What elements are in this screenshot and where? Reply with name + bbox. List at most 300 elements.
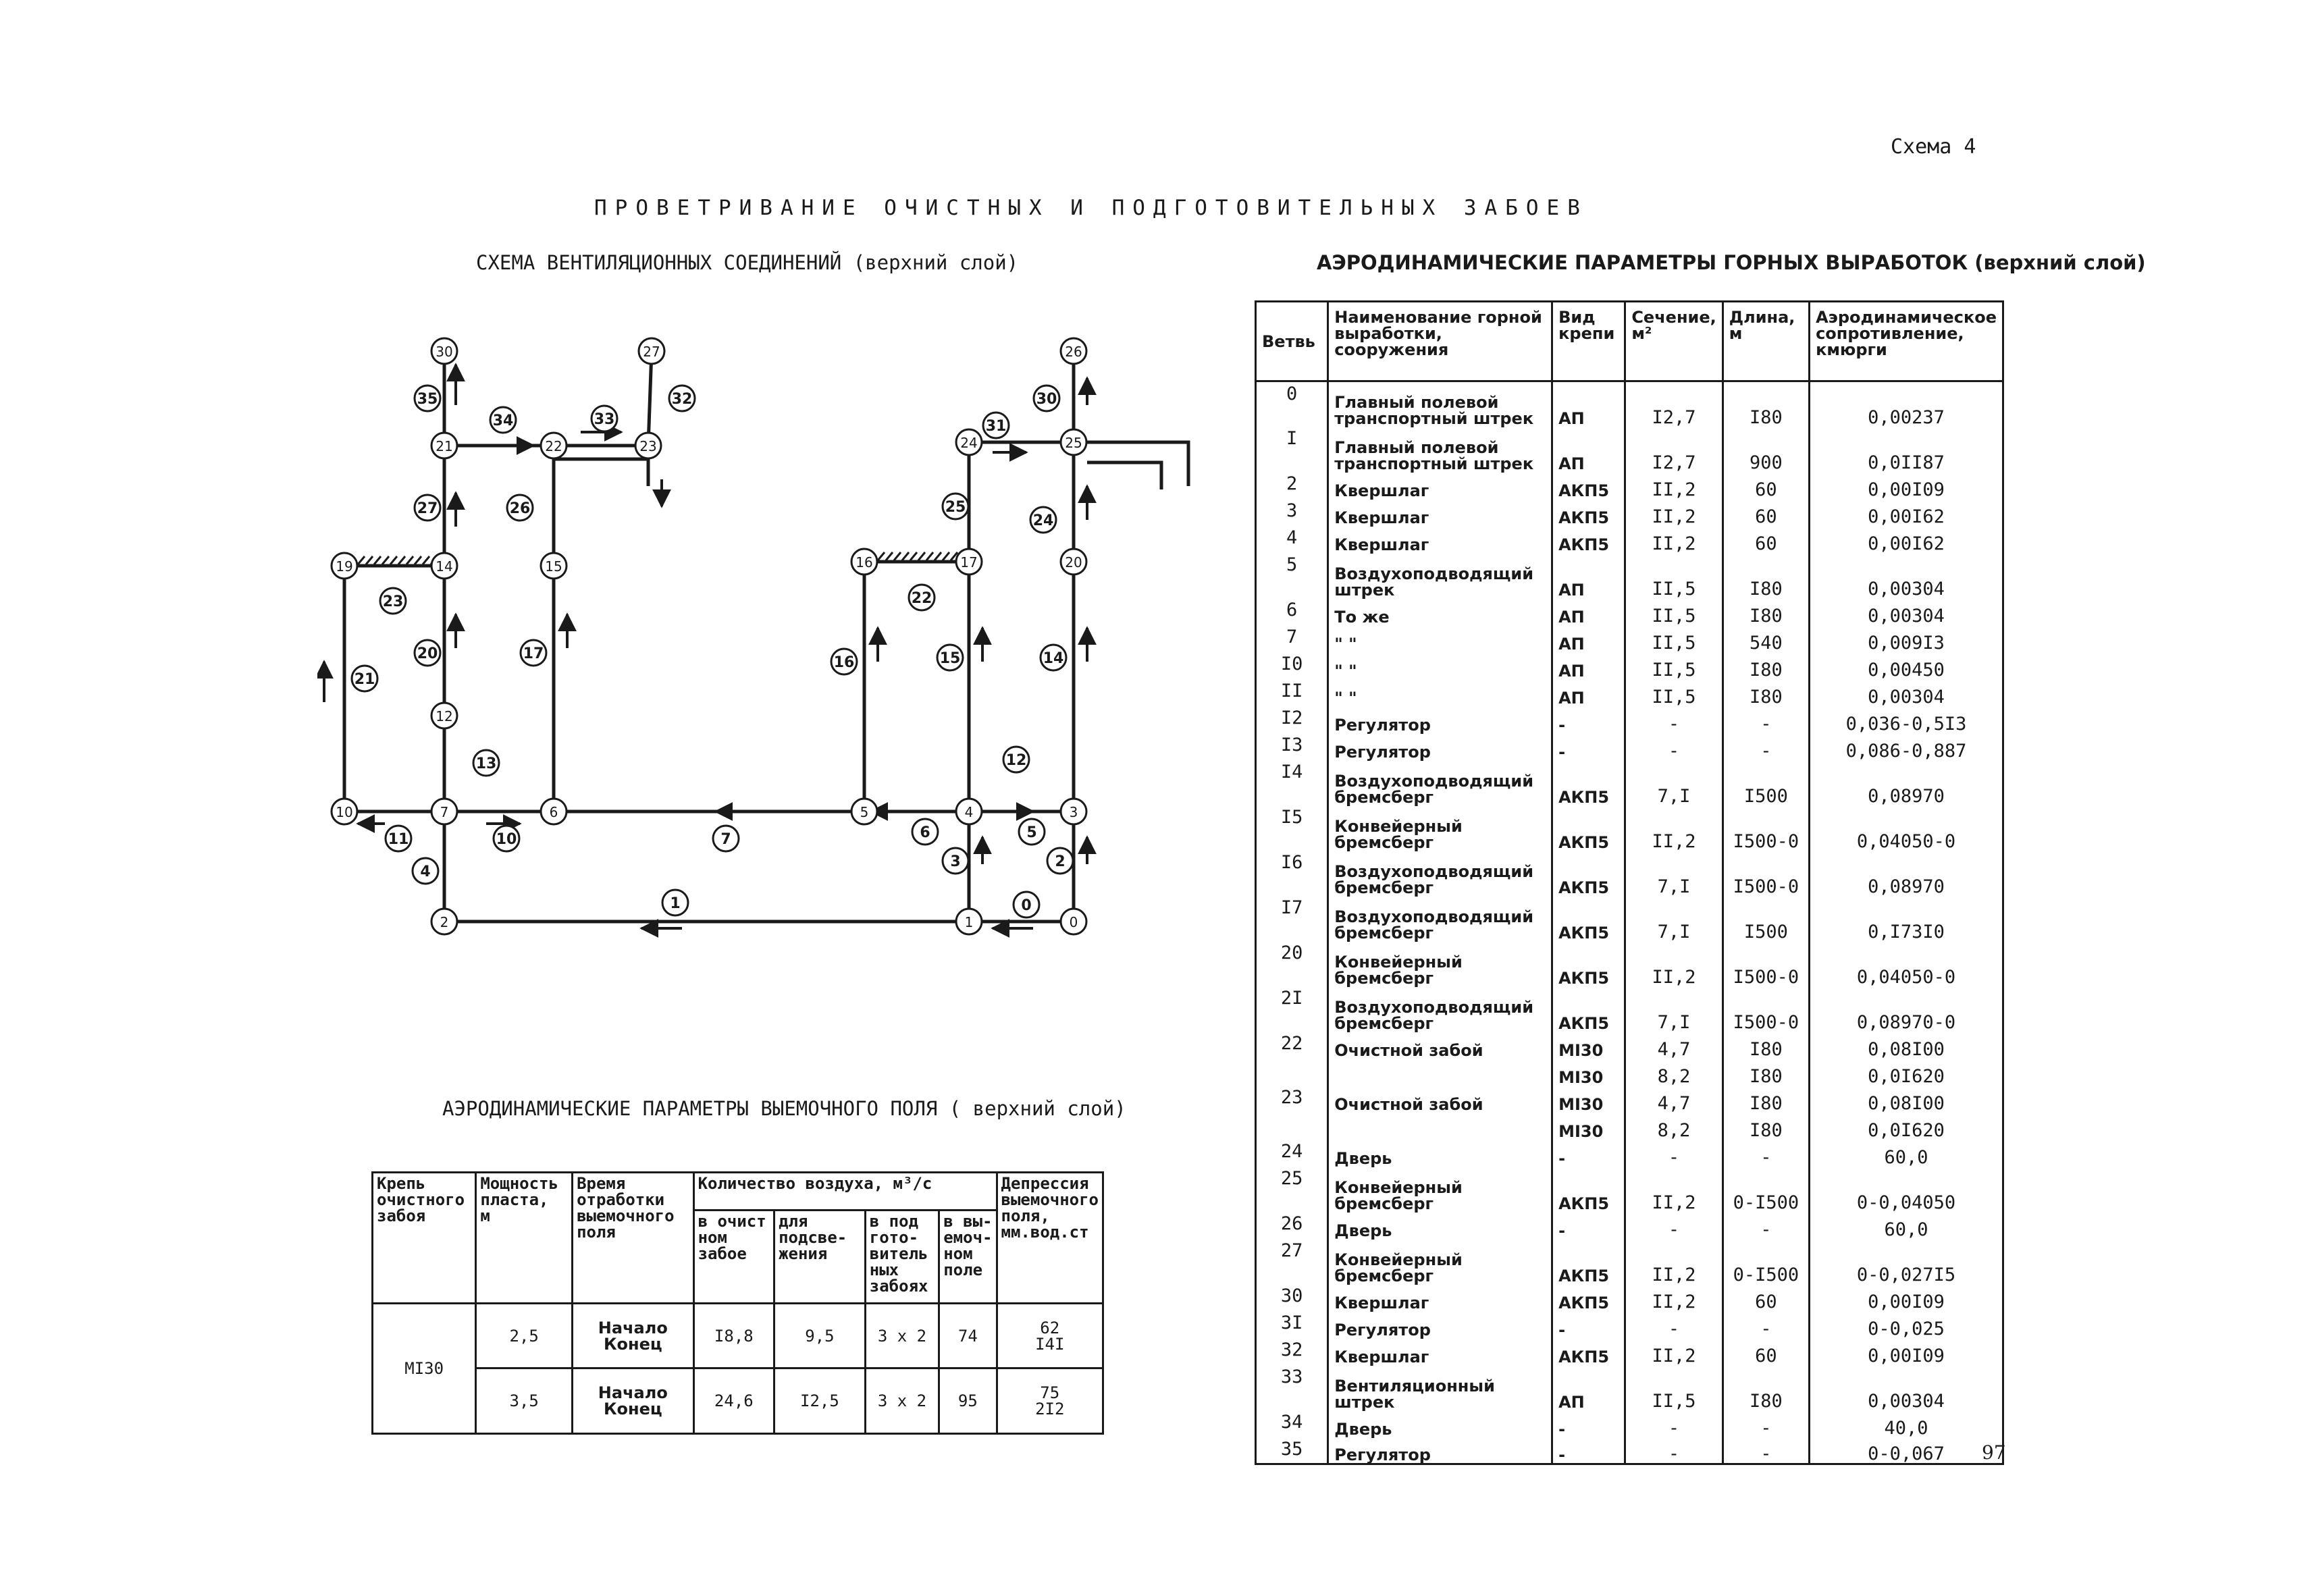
- cell-name: Конвейерный бремсберг: [1328, 941, 1552, 986]
- cell-branch: 3I: [1256, 1311, 1328, 1338]
- cell-resistance: 60,0: [1810, 1212, 2003, 1239]
- branch-label-text: 30: [1036, 391, 1057, 408]
- cell-branch: 27: [1256, 1239, 1328, 1284]
- cell-resistance: 0-0,027I5: [1810, 1239, 2003, 1284]
- branch-label: [1014, 892, 1039, 917]
- diagram-node: [431, 703, 457, 728]
- coal-face-hatch: [398, 556, 405, 564]
- table-row: [1256, 625, 2003, 652]
- cell-length: I80: [1723, 652, 1809, 679]
- cell-section: II,5: [1625, 1365, 1723, 1410]
- branch-label: [831, 649, 857, 674]
- cell-branch: 26: [1256, 1212, 1328, 1239]
- diagram-edge: [648, 351, 652, 446]
- cell-podgot: 3 х 2: [865, 1303, 939, 1368]
- cell-name: То же: [1328, 598, 1552, 625]
- cell-section: II,5: [1625, 625, 1723, 652]
- col-branch: Ветвь: [1256, 302, 1328, 381]
- branch-label: [415, 640, 440, 666]
- cell-name: Очистной забой: [1328, 1086, 1552, 1113]
- cell-name: Главный полевой транспортный штрек: [1328, 381, 1552, 427]
- diagram-node-label: 5: [860, 804, 869, 820]
- branch-label-text: 11: [388, 831, 409, 848]
- cell-length: I80: [1723, 1086, 1809, 1113]
- cell-resistance: 0,00I62: [1810, 526, 2003, 553]
- table-row: [1256, 941, 2003, 986]
- cell-krep: -: [1552, 1140, 1625, 1167]
- coal-face-hatch: [374, 556, 381, 564]
- diagram-node: [431, 433, 457, 458]
- cell-resistance: 0,08970-0: [1810, 986, 2003, 1032]
- cell-length: I80: [1723, 1059, 1809, 1086]
- diagram-node-label: 27: [643, 344, 660, 360]
- page-title: ПРОВЕТРИВАНИЕ ОЧИСТНЫХ И ПОДГОТОВИТЕЛЬНЫХ ЗАБОЕВ: [594, 196, 1588, 220]
- cell-section: II,2: [1625, 805, 1723, 851]
- coal-face-hatch: [878, 552, 885, 560]
- table-row: [1256, 1059, 2003, 1086]
- branch-label: [943, 494, 968, 519]
- cell-vremya: Начало Конец: [573, 1303, 693, 1368]
- cell-krep: АКП5: [1552, 986, 1625, 1032]
- cell-length: 0-I500: [1723, 1167, 1809, 1212]
- diagram-node: [332, 799, 357, 824]
- table-row: [1256, 1140, 2003, 1167]
- branch-label-text: 26: [509, 500, 531, 517]
- diagram-node: [851, 799, 877, 824]
- branch-label-text: 35: [417, 391, 438, 408]
- page-number: 97: [1982, 1441, 2006, 1464]
- cell-branch: 35: [1256, 1437, 1328, 1464]
- cell-length: I500: [1723, 760, 1809, 805]
- diagram-node: [956, 909, 982, 934]
- cell-resistance: 0,00450: [1810, 652, 2003, 679]
- coal-face-hatch: [423, 556, 429, 564]
- cell-length: I80: [1723, 1032, 1809, 1059]
- cell-krep: АП: [1552, 598, 1625, 625]
- cell-krep: АП: [1552, 1365, 1625, 1410]
- branch-label-text: 6: [920, 824, 930, 841]
- cell-length: I500-0: [1723, 851, 1809, 896]
- cell-length: I500-0: [1723, 986, 1809, 1032]
- table-row: [1256, 1113, 2003, 1140]
- cell-name: Конвейерный бремсберг: [1328, 1167, 1552, 1212]
- cell-branch: I5: [1256, 805, 1328, 851]
- cell-section: 7,I: [1625, 760, 1723, 805]
- field-table: [371, 1171, 1104, 1435]
- diagram-node: [1061, 549, 1086, 575]
- col-v-vyemoch: в вы- емоч- ном поле: [939, 1210, 997, 1303]
- coal-face-hatch: [390, 556, 397, 564]
- branch-label-text: 21: [354, 671, 375, 688]
- branch-label: [1019, 819, 1045, 845]
- cell-podgot: 3 х 2: [865, 1368, 939, 1434]
- col-kolichestvo: Количество воздуха, м³/с: [693, 1173, 997, 1211]
- cell-krep: МI30: [1552, 1086, 1625, 1113]
- cell-resistance: 0,08I00: [1810, 1032, 2003, 1059]
- branch-label: [415, 495, 440, 521]
- cell-branch: I3: [1256, 733, 1328, 760]
- cell-length: I500-0: [1723, 805, 1809, 851]
- diagram-node: [1061, 429, 1086, 455]
- branch-label-text: 32: [671, 391, 693, 408]
- cell-branch: 3: [1256, 499, 1328, 526]
- diagram-node: [431, 553, 457, 579]
- cell-ochist: 24,6: [693, 1368, 774, 1434]
- cell-section: 8,2: [1625, 1059, 1723, 1086]
- cell-krep: МI30: [373, 1303, 476, 1433]
- cell-section: -: [1625, 1437, 1723, 1464]
- cell-branch: [1256, 1059, 1328, 1086]
- cell-branch: II: [1256, 679, 1328, 706]
- cell-resistance: 0,08970: [1810, 760, 2003, 805]
- diagram-node-label: 19: [336, 558, 353, 575]
- cell-branch: 25: [1256, 1167, 1328, 1212]
- diagram-node: [956, 549, 982, 575]
- table-row: [1256, 1410, 2003, 1437]
- col-krep: Крепь очистного забоя: [373, 1173, 476, 1304]
- cell-section: II,2: [1625, 472, 1723, 499]
- cell-section: 4,7: [1625, 1086, 1723, 1113]
- branch-label: [1030, 507, 1056, 533]
- cell-krep: -: [1552, 1437, 1625, 1464]
- branch-label-text: 5: [1026, 824, 1037, 841]
- cell-krep: АКП5: [1552, 1239, 1625, 1284]
- branch-label: [1041, 645, 1066, 670]
- coal-face-hatch: [358, 556, 365, 564]
- cell-moshch: 3,5: [476, 1368, 573, 1434]
- cell-name: Очистной забой: [1328, 1032, 1552, 1059]
- cell-length: -: [1723, 706, 1809, 733]
- branch-label-text: 20: [417, 645, 438, 662]
- cell-length: -: [1723, 1437, 1809, 1464]
- coal-face-hatch: [366, 556, 373, 564]
- branch-label-text: 27: [417, 500, 438, 517]
- cell-section: -: [1625, 1410, 1723, 1437]
- cell-ochist: I8,8: [693, 1303, 774, 1368]
- table-row: [1256, 427, 2003, 472]
- cell-name: Квершлаг: [1328, 526, 1552, 553]
- coal-face-hatch: [886, 552, 893, 560]
- cell-name: Воздухоподводящий штрек: [1328, 553, 1552, 598]
- table-row: [1256, 760, 2003, 805]
- cell-length: 60: [1723, 1284, 1809, 1311]
- diagram-node: [1061, 338, 1086, 364]
- cell-section: II,2: [1625, 1239, 1723, 1284]
- cell-branch: 5: [1256, 553, 1328, 598]
- table-row: [1256, 1032, 2003, 1059]
- table-row: [1256, 679, 2003, 706]
- branch-label: [352, 666, 377, 691]
- coal-face-hatch: [902, 552, 909, 560]
- cell-name: Квершлаг: [1328, 499, 1552, 526]
- col-v-ochist: в очист ном забое: [693, 1210, 774, 1303]
- cell-section: -: [1625, 706, 1723, 733]
- diagram-node-label: 23: [639, 438, 657, 454]
- table-row: [1256, 526, 2003, 553]
- cell-length: I80: [1723, 1113, 1809, 1140]
- branch-label-text: 15: [939, 650, 961, 667]
- coal-face-hatch: [894, 552, 901, 560]
- cell-branch: [1256, 1113, 1328, 1140]
- table-row: [1256, 851, 2003, 896]
- col-dlya-podsv: для подсве- жения: [774, 1210, 866, 1303]
- cell-section: 4,7: [1625, 1032, 1723, 1059]
- diagram-node-label: 0: [1069, 914, 1078, 930]
- cell-resistance: 0,I73I0: [1810, 896, 2003, 941]
- cell-section: I2,7: [1625, 427, 1723, 472]
- cell-vyemoch: 95: [939, 1368, 997, 1434]
- cell-section: II,2: [1625, 1284, 1723, 1311]
- branch-label-text: 10: [496, 831, 517, 848]
- cell-branch: I4: [1256, 760, 1328, 805]
- cell-name: " ": [1328, 625, 1552, 652]
- cell-branch: 30: [1256, 1284, 1328, 1311]
- branch-label: [591, 406, 617, 431]
- cell-section: 7,I: [1625, 851, 1723, 896]
- diagram-node: [635, 433, 661, 458]
- diagram-node: [541, 433, 567, 458]
- cell-resistance: 0,00I62: [1810, 499, 2003, 526]
- cell-length: 900: [1723, 427, 1809, 472]
- diagram-node-label: 22: [545, 438, 562, 454]
- branch-label: [713, 826, 739, 851]
- branch-label-text: 25: [945, 499, 966, 516]
- branch-label: [473, 750, 499, 776]
- cell-section: I2,7: [1625, 381, 1723, 427]
- cell-section: II,2: [1625, 941, 1723, 986]
- branch-label: [912, 819, 938, 845]
- cell-resistance: 0-0,025: [1810, 1311, 2003, 1338]
- branch-label: [380, 588, 406, 614]
- cell-vremya: Начало Конец: [573, 1368, 693, 1434]
- diagram-node: [431, 338, 457, 364]
- cell-krep: АКП5: [1552, 1167, 1625, 1212]
- cell-krep: АП: [1552, 652, 1625, 679]
- coal-face-hatch: [382, 556, 389, 564]
- cell-length: -: [1723, 1311, 1809, 1338]
- cell-name: Дверь: [1328, 1140, 1552, 1167]
- cell-krep: -: [1552, 1311, 1625, 1338]
- cell-resistance: 0,009I3: [1810, 625, 2003, 652]
- cell-section: -: [1625, 1311, 1723, 1338]
- cell-branch: I2: [1256, 706, 1328, 733]
- cell-krep: АКП5: [1552, 526, 1625, 553]
- cell-krep: АКП5: [1552, 805, 1625, 851]
- cell-branch: 2: [1256, 472, 1328, 499]
- col-depressiya: Депрессия выемочного поля, мм.вод.ст: [997, 1173, 1103, 1304]
- diagram-node: [851, 549, 877, 575]
- cell-branch: I: [1256, 427, 1328, 472]
- cell-section: -: [1625, 1212, 1723, 1239]
- diagram-node-label: 16: [856, 554, 873, 570]
- cell-section: II,2: [1625, 1167, 1723, 1212]
- cell-section: -: [1625, 1140, 1723, 1167]
- diagram-node-label: 3: [1069, 804, 1078, 820]
- col-vremya: Время отработки выемочного поля: [573, 1173, 693, 1304]
- cell-name: Воздухоподводящий бремсберг: [1328, 760, 1552, 805]
- branch-label-text: 31: [985, 418, 1007, 435]
- cell-krep: АКП5: [1552, 499, 1625, 526]
- table-row: [1256, 499, 2003, 526]
- cell-length: -: [1723, 733, 1809, 760]
- cell-name: Регулятор: [1328, 1311, 1552, 1338]
- cell-resistance: 40,0: [1810, 1410, 2003, 1437]
- branch-label: [943, 848, 968, 874]
- cell-branch: 33: [1256, 1365, 1328, 1410]
- branch-label-text: 16: [833, 654, 855, 671]
- ventilation-duct: [554, 459, 648, 486]
- table-row: [373, 1303, 1103, 1368]
- cell-name: Регулятор: [1328, 733, 1552, 760]
- branch-label-text: 1: [670, 895, 681, 912]
- branch-label: [507, 495, 533, 521]
- aero-table: [1255, 300, 2004, 1465]
- cell-moshch: 2,5: [476, 1303, 573, 1368]
- cell-resistance: 0,00304: [1810, 598, 2003, 625]
- cell-resistance: 0,08I00: [1810, 1086, 2003, 1113]
- cell-branch: 32: [1256, 1338, 1328, 1365]
- table-row: [1256, 1311, 2003, 1338]
- diagram-node-label: 14: [436, 558, 453, 575]
- branch-label: [1003, 747, 1029, 772]
- cell-name: Квершлаг: [1328, 1338, 1552, 1365]
- cell-branch: 20: [1256, 941, 1328, 986]
- cell-length: -: [1723, 1140, 1809, 1167]
- branch-label: [386, 826, 411, 851]
- diagram-node-label: 2: [440, 914, 449, 930]
- cell-branch: 34: [1256, 1410, 1328, 1437]
- branch-label-text: 0: [1021, 897, 1032, 914]
- branch-label-text: 4: [420, 863, 431, 880]
- diagram-node-label: 12: [436, 708, 453, 724]
- table-row: [373, 1368, 1103, 1434]
- cell-branch: 2I: [1256, 986, 1328, 1032]
- cell-resistance: 0-0,067: [1810, 1437, 2003, 1464]
- cell-section: II,5: [1625, 598, 1723, 625]
- diagram-node: [431, 909, 457, 934]
- cell-krep: АП: [1552, 427, 1625, 472]
- cell-krep: -: [1552, 733, 1625, 760]
- diagram-node-label: 30: [436, 344, 453, 360]
- cell-podsv: I2,5: [774, 1368, 866, 1434]
- diagram-node: [332, 553, 357, 579]
- cell-length: -: [1723, 1410, 1809, 1437]
- cell-length: 60: [1723, 472, 1809, 499]
- cell-resistance: 0,0II87: [1810, 427, 2003, 472]
- coal-face-hatch: [406, 556, 413, 564]
- cell-section: II,2: [1625, 1338, 1723, 1365]
- cell-length: 60: [1723, 499, 1809, 526]
- cell-krep: АКП5: [1552, 1338, 1625, 1365]
- cell-resistance: 0-0,04050: [1810, 1167, 2003, 1212]
- cell-krep: АП: [1552, 679, 1625, 706]
- cell-section: II,5: [1625, 553, 1723, 598]
- cell-krep: АКП5: [1552, 1284, 1625, 1311]
- ventilation-duct: [1087, 462, 1161, 489]
- cell-resistance: 0,00304: [1810, 1365, 2003, 1410]
- branch-label-text: 14: [1043, 650, 1064, 667]
- cell-name: Воздухоподводящий бремсберг: [1328, 986, 1552, 1032]
- diagram-node: [956, 799, 982, 824]
- cell-vyemoch: 74: [939, 1303, 997, 1368]
- table-row: [1256, 1338, 2003, 1365]
- cell-name: Воздухоподводящий бремсберг: [1328, 851, 1552, 896]
- cell-branch: 7: [1256, 625, 1328, 652]
- table-row: [1256, 1239, 2003, 1284]
- col-krep: Вид крепи: [1552, 302, 1625, 381]
- cell-name: Воздухоподводящий бремсберг: [1328, 896, 1552, 941]
- cell-name: Главный полевой транспортный штрек: [1328, 427, 1552, 472]
- cell-name: Вентиляционный штрек: [1328, 1365, 1552, 1410]
- cell-section: II,2: [1625, 499, 1723, 526]
- diagram-node: [1061, 909, 1086, 934]
- branch-label: [494, 826, 519, 851]
- cell-length: 0-I500: [1723, 1239, 1809, 1284]
- branch-label: [415, 385, 440, 411]
- table-row: [1256, 381, 2003, 427]
- cell-name: Дверь: [1328, 1410, 1552, 1437]
- cell-branch: 23: [1256, 1086, 1328, 1113]
- cell-length: I80: [1723, 381, 1809, 427]
- cell-length: I500: [1723, 896, 1809, 941]
- branch-label-text: 23: [382, 593, 404, 610]
- ventilation-scheme-diagram: [317, 324, 1195, 959]
- diagram-node-label: 21: [436, 438, 453, 454]
- coal-face-hatch: [935, 552, 941, 560]
- branch-label: [413, 858, 438, 884]
- cell-krep: МI30: [1552, 1059, 1625, 1086]
- cell-length: I80: [1723, 598, 1809, 625]
- diagram-node-label: 20: [1065, 554, 1082, 570]
- cell-branch: 0: [1256, 381, 1328, 427]
- branch-label-text: 34: [492, 413, 514, 429]
- cell-name: Квершлаг: [1328, 472, 1552, 499]
- cell-section: II,5: [1625, 679, 1723, 706]
- table-row: [1256, 986, 2003, 1032]
- branch-label: [1034, 385, 1059, 411]
- cell-section: II,5: [1625, 652, 1723, 679]
- cell-branch: 24: [1256, 1140, 1328, 1167]
- cell-branch: 6: [1256, 598, 1328, 625]
- cell-resistance: 0,00I09: [1810, 472, 2003, 499]
- diagram-node-label: 4: [964, 804, 974, 820]
- cell-length: I80: [1723, 553, 1809, 598]
- branch-label-text: 22: [911, 590, 932, 607]
- cell-krep: АКП5: [1552, 896, 1625, 941]
- branch-label: [669, 385, 695, 411]
- diagram-node-label: 1: [964, 914, 974, 930]
- cell-length: I80: [1723, 1365, 1809, 1410]
- cell-krep: АКП5: [1552, 941, 1625, 986]
- col-section: Сечение, м²: [1625, 302, 1723, 381]
- cell-section: 8,2: [1625, 1113, 1723, 1140]
- cell-depressiya: 75 2I2: [997, 1368, 1103, 1434]
- branch-label: [490, 407, 516, 433]
- coal-face-hatch: [415, 556, 421, 564]
- diagram-node: [541, 799, 567, 824]
- cell-length: I80: [1723, 679, 1809, 706]
- cell-name: " ": [1328, 679, 1552, 706]
- branch-label: [521, 640, 546, 666]
- cell-name: [1328, 1113, 1552, 1140]
- table-row: [1256, 598, 2003, 625]
- table-row: [1256, 733, 2003, 760]
- col-name: Наименование горной выработки, сооружения: [1328, 302, 1552, 381]
- diagram-node-label: 15: [545, 558, 562, 575]
- cell-name: Квершлаг: [1328, 1284, 1552, 1311]
- table-row: [1256, 1437, 2003, 1464]
- diagram-node-label: 6: [549, 804, 558, 820]
